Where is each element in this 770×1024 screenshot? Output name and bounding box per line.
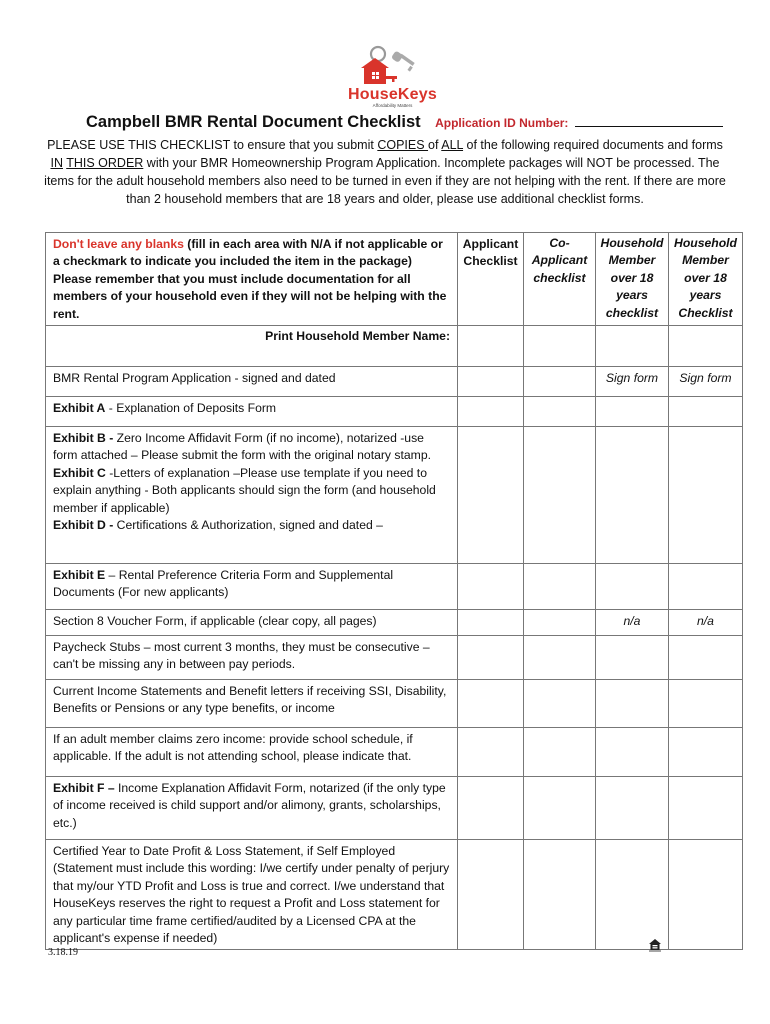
applicant-check-cell[interactable] [458,367,524,397]
member1-check-cell[interactable] [596,427,669,564]
member2-check-cell[interactable] [669,427,743,564]
row-label: Section 8 Voucher Form, if applicable (clear copy, all pages) [46,610,458,636]
co-applicant-check-cell[interactable] [524,728,596,777]
applicant-check-cell[interactable] [458,564,524,610]
household-member-2-column-header: Household Member over 18 years Checklist [669,233,743,326]
logo-tagline: Affordability Matters [372,103,413,108]
co-applicant-check-cell[interactable] [524,636,596,680]
co-applicant-check-cell[interactable] [524,680,596,728]
title-row [86,113,723,132]
co-applicant-column-header: Co-Applicant checklist [524,233,596,326]
member1-check-cell[interactable] [596,728,669,777]
member1-check-cell[interactable] [596,397,669,427]
table-row [46,397,743,427]
applicant-check-cell[interactable] [458,728,524,777]
house-key-icon [335,44,450,88]
application-id-label: Application ID Number: [435,116,569,130]
member1-check-cell[interactable]: n/a [596,610,669,636]
row-label: Exhibit A - Explanation of Deposits Form [46,397,458,427]
intro-paragraph: PLEASE USE THIS CHECKLIST to ensure that you submit COPIES of ALL of the following required documents and forms IN THIS ORDER with your BMR Homeownership Program Application. Incomplete packages will NOT be processed. The items for the adult household members also need to be turned in even if they are not helping with the rent. If there are more than 2 household members that are 18 years and older, please use additional checklist forms. [44,138,726,206]
member2-check-cell[interactable]: n/a [669,610,743,636]
applicant-check-cell[interactable] [458,777,524,840]
co-applicant-check-cell[interactable] [524,564,596,610]
applicant-check-cell[interactable] [458,840,524,950]
table-row [46,636,743,680]
logo-wordmark: HouseKeys [348,86,437,103]
table-row [46,840,743,950]
table-row [46,610,743,636]
co-applicant-check-cell[interactable] [524,367,596,397]
member2-check-cell[interactable] [669,777,743,840]
member2-check-cell[interactable]: Sign form [669,367,743,397]
applicant-check-cell[interactable] [458,397,524,427]
page-title: Campbell BMR Rental Document Checklist [86,113,421,131]
applicant-check-cell[interactable] [458,610,524,636]
applicant-check-cell[interactable] [458,680,524,728]
table-row [46,367,743,397]
row-label: Exhibit F – Income Explanation Affidavit Form, notarized (if the only type of income received is child support and/or alimony, grants, scholarships, etc.) [46,777,458,840]
applicant-check-cell[interactable] [458,636,524,680]
member2-check-cell[interactable] [669,636,743,680]
applicant-name-field[interactable] [458,326,524,367]
instructions-cell: Don't leave any blanks (fill in each area with N/A if not applicable or a checkmark to indicate you included the item in the package) Please remember that you must include documentation for all members of your household even if they will not be helping with the rent. [46,233,458,326]
checklist-table [45,232,743,950]
table-row [46,564,743,610]
member1-name-field[interactable] [596,326,669,367]
member1-check-cell[interactable] [596,680,669,728]
equal-housing-icon [648,938,662,952]
table-row [46,728,743,777]
member2-check-cell[interactable] [669,397,743,427]
co-applicant-check-cell[interactable] [524,610,596,636]
co-applicant-check-cell[interactable] [524,777,596,840]
table-row [46,777,743,840]
co-applicant-check-cell[interactable] [524,427,596,564]
member2-check-cell[interactable] [669,840,743,950]
co-applicant-check-cell[interactable] [524,840,596,950]
member2-check-cell[interactable] [669,680,743,728]
row-label: If an adult member claims zero income: provide school schedule, if applicable. If the adult is not attending school, please indicate that. [46,728,458,777]
print-name-label: Print Household Member Name: [46,326,458,367]
member2-name-field[interactable] [669,326,743,367]
application-id-field[interactable] [575,125,723,127]
member1-check-cell[interactable] [596,564,669,610]
header-row [46,233,743,326]
co-applicant-check-cell[interactable] [524,397,596,427]
print-name-row [46,326,743,367]
revision-date: 3.18.19 [48,947,78,958]
member2-check-cell[interactable] [669,564,743,610]
member1-check-cell[interactable]: Sign form [596,367,669,397]
row-label: Current Income Statements and Benefit letters if receiving SSI, Disability, Benefits or Pensions or any type benefits, or income [46,680,458,728]
co-applicant-name-field[interactable] [524,326,596,367]
table-row [46,680,743,728]
row-label: Paycheck Stubs – most current 3 months, they must be consecutive – can't be missing any in between pay periods. [46,636,458,680]
row-label: BMR Rental Program Application - signed and dated [46,367,458,397]
row-label: Exhibit B - Zero Income Affidavit Form (if no income), notarized -use form attached – Please submit the form with the original notary stamp. Exhibit C -Letters of explanation –Please use template if you need to explain anything - Both applicants should sign the form (and household member if applicable) Exhibit D - Certifications & Authorization, signed and dated – [46,427,458,564]
table-row [46,427,743,564]
member1-check-cell[interactable] [596,777,669,840]
member1-check-cell[interactable] [596,636,669,680]
household-member-1-column-header: Household Member over 18 years checklist [596,233,669,326]
member2-check-cell[interactable] [669,728,743,777]
applicant-check-cell[interactable] [458,427,524,564]
row-label: Certified Year to Date Profit & Loss Statement, if Self Employed (Statement must include this wording: I/we certify under penalty of perjury that my/our YTD Profit and Loss is true and correct. I/we understand that HouseKeys reserves the right to request a Profit and Loss statement for any particular time frame certified/audited by a Licensed CPA at the applicant's expense if needed) [46,840,458,950]
applicant-column-header: Applicant Checklist [458,233,524,326]
member1-check-cell[interactable] [596,840,669,950]
row-label: Exhibit E – Rental Preference Criteria Form and Supplemental Documents (For new applicants) [46,564,458,610]
housekeys-logo [335,44,450,106]
